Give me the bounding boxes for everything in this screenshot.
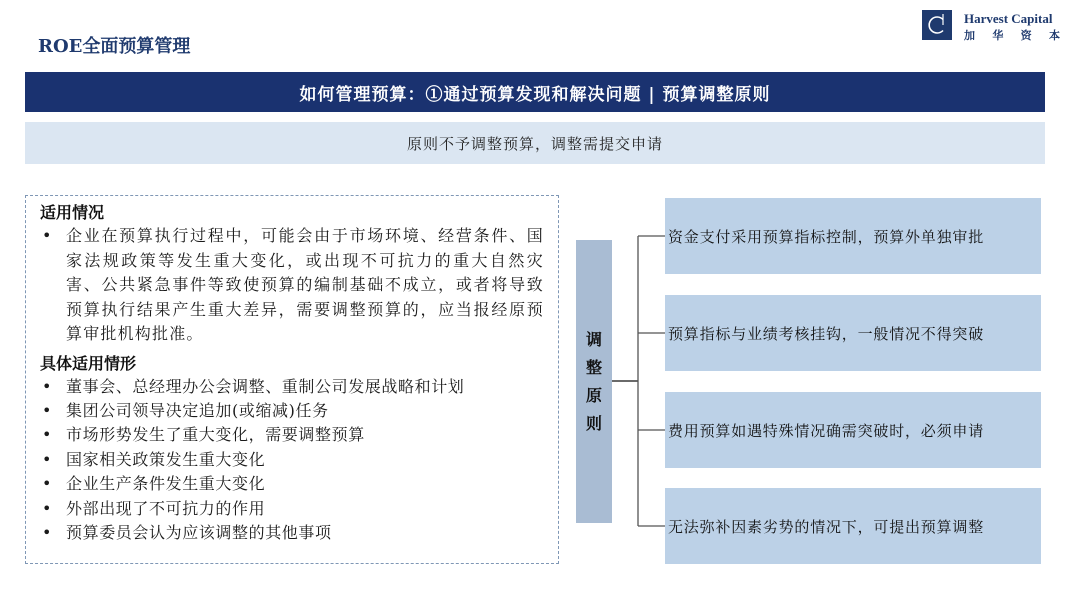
logo-subtitle <box>964 27 1060 43</box>
principle-label-char: 原 <box>585 385 602 405</box>
list-item <box>40 472 544 496</box>
bullet-dot: • <box>42 474 53 494</box>
list-item-text: 企业生产条件发生重大变化 <box>66 474 266 494</box>
list-item-text: 外部出现了不可抗力的作用 <box>66 498 266 518</box>
list-item-text: 集团公司领导决定追加(或缩减)任务 <box>66 400 329 420</box>
list-item-text: 市场形势发生了重大变化，需要调整预算 <box>66 425 365 445</box>
bullet-dot: • <box>42 498 53 518</box>
list-item-text: 国家相关政策发生重大变化 <box>66 449 266 469</box>
connector-lines <box>612 190 672 550</box>
bullet-dot: • <box>42 400 53 420</box>
list-item <box>40 423 544 447</box>
logo-char: 本 <box>1048 29 1060 42</box>
bullet-dot: • <box>42 425 53 445</box>
section-banner: 如何管理预算：①通过预算发现和解决问题 | 预算调整原则 <box>25 72 1045 112</box>
principle-item-box: 无法弥补因素劣势的情况下，可提出预算调整 <box>665 488 1041 564</box>
list-item-text: 预算委员会认为应该调整的其他事项 <box>66 522 332 542</box>
applicability-text: 企业在预算执行过程中，可能会由于市场环境、经营条件、国家法规政策等发生重大变化，或出现不可抗力的重大自然灾害、公共紧急事件等致使预算的编制基础不成立，或者将导致预算执行结果产生重大差异，需要调整预算的，应当报经原预算审批机构批准。 <box>66 226 544 343</box>
logo-char: 华 <box>992 29 1004 42</box>
list-item <box>40 448 544 472</box>
principle-label-bar <box>576 240 612 523</box>
principle-item-box: 资金支付采用预算指标控制，预算外单独审批 <box>665 198 1041 274</box>
list-item <box>40 497 544 521</box>
harvest-capital-logo <box>922 10 1062 44</box>
page-title: ROE全面预算管理 <box>38 36 191 57</box>
principle-label-char: 调 <box>585 329 602 349</box>
logo-name: Harvest Capital <box>964 11 1053 26</box>
specific-cases-heading: 具体适用情形 <box>40 353 137 373</box>
list-item <box>40 375 544 399</box>
list-item-text: 董事会、总经理办公会调整、重制公司发展战略和计划 <box>66 376 465 396</box>
logo-char: 资 <box>1020 29 1032 42</box>
applicability-paragraph <box>40 224 544 347</box>
bullet-dot: • <box>42 449 53 469</box>
applicability-heading: 适用情况 <box>40 203 105 222</box>
logo-char: 加 <box>964 29 975 42</box>
logo-mark-icon <box>922 10 952 40</box>
principle-summary-bar: 原则不予调整预算，调整需提交申请 <box>25 122 1045 164</box>
principle-item-box: 费用预算如遇特殊情况确需突破时，必须申请 <box>665 392 1041 468</box>
list-item <box>40 521 544 545</box>
bullet-dot: • <box>42 522 53 542</box>
principle-item-box: 预算指标与业绩考核挂钩，一般情况不得突破 <box>665 295 1041 371</box>
principle-label-char: 则 <box>585 413 602 433</box>
applicability-panel <box>25 195 559 564</box>
bullet-dot: • <box>42 376 53 396</box>
principle-label-char: 整 <box>585 357 602 377</box>
list-item <box>40 399 544 423</box>
bullet-dot: • <box>42 226 52 245</box>
